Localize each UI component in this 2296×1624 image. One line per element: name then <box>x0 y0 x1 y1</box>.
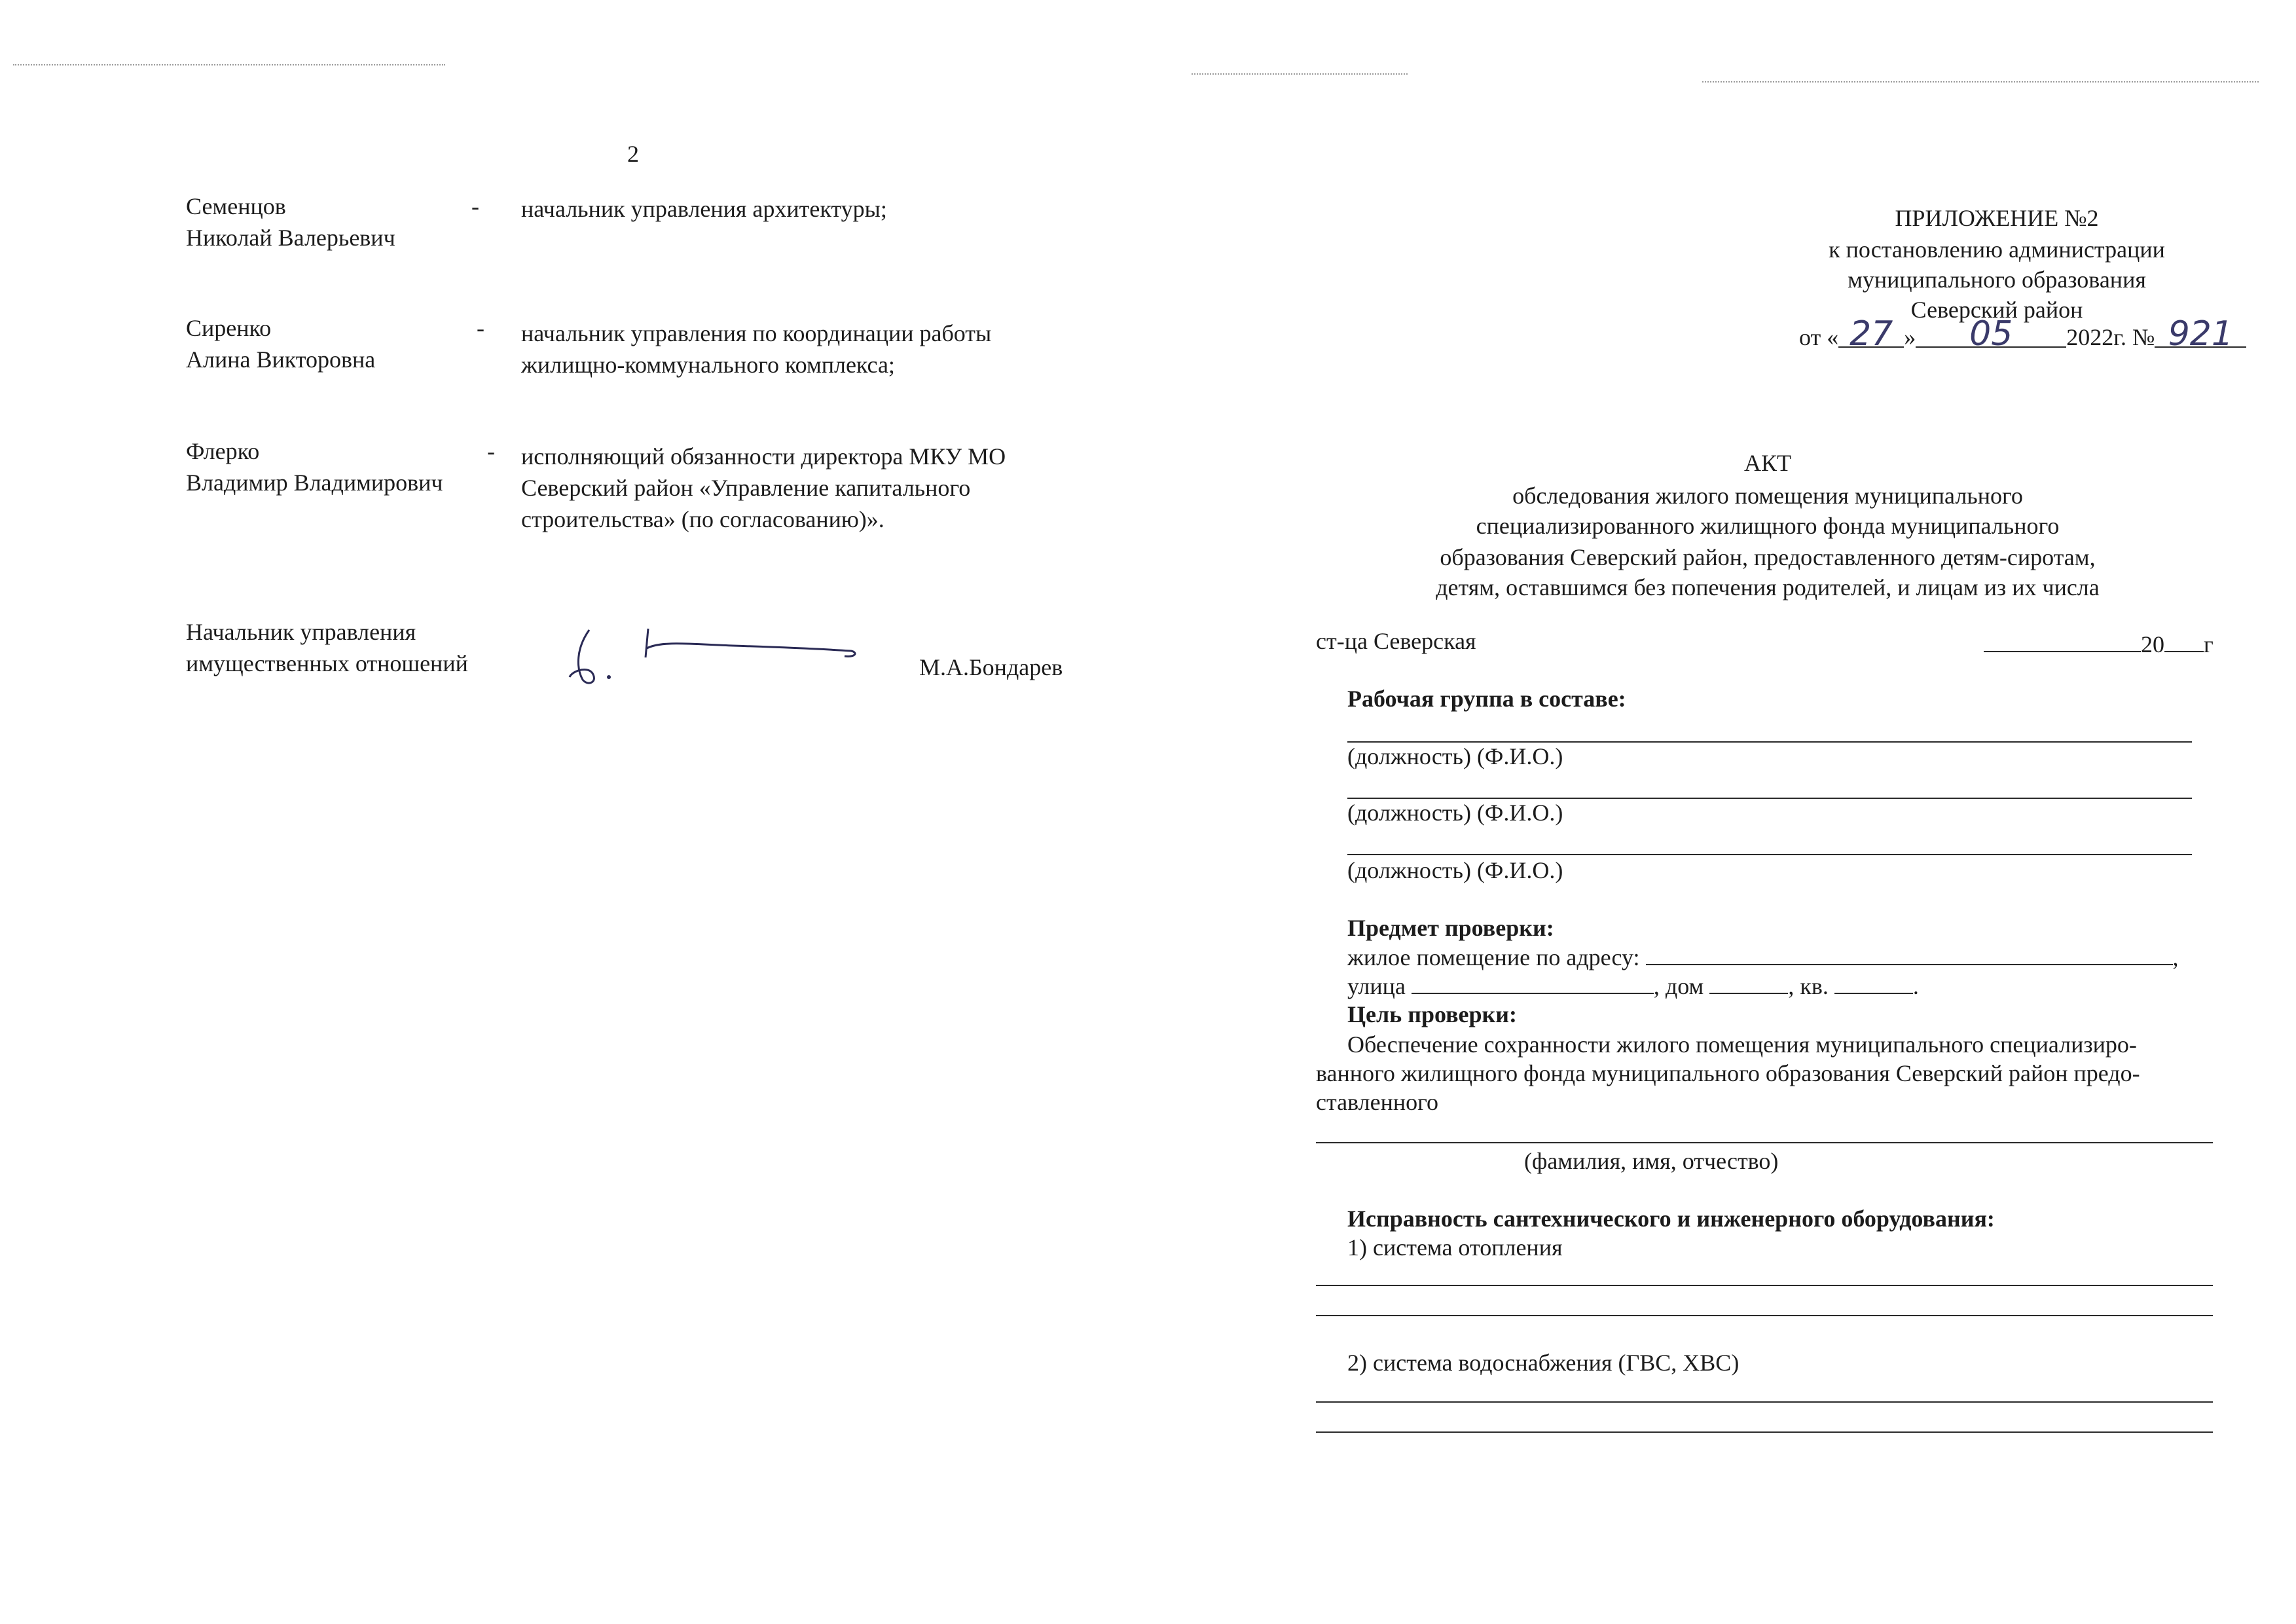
member-role: исполняющий обязанности директора МКУ МО <box>521 443 1006 470</box>
act-subtitle: детям, оставшимся без попечения родителей, и лицам из их числа <box>1436 574 2100 600</box>
goal-text: ванного жилищного фонда муниципального образования Северский район предо- <box>1316 1060 2140 1086</box>
fill-line <box>1316 1401 2213 1403</box>
member-given-name: Николай Валерьевич <box>186 225 395 251</box>
position-fio-label: (должность) (Ф.И.О.) <box>1347 857 1563 883</box>
street-label: улица <box>1347 973 1406 999</box>
handwritten-day: 27 <box>1838 324 1904 348</box>
street-line: улица , дом , кв. . <box>1347 970 1919 1001</box>
handwritten-month: 05 <box>1916 324 2066 348</box>
address-line: жилое помещение по адресу: , <box>1347 942 2179 972</box>
member-role: начальник управления по координации работы <box>521 320 992 346</box>
scan-artifact-line <box>1702 81 2259 83</box>
member-dash: - <box>471 193 479 219</box>
subject-heading: Предмет проверки: <box>1347 915 1554 941</box>
place-label: ст-ца Северская <box>1316 628 1476 654</box>
fill-line <box>1316 1315 2213 1316</box>
year-suffix: г <box>2204 631 2214 657</box>
equipment-heading: Исправность сантехнического и инженерного оборудования: <box>1347 1206 1995 1232</box>
equipment-item: 1) система отопления <box>1347 1234 1563 1261</box>
member-role: строительства» (по согласованию)». <box>521 506 884 532</box>
signatory-position: имущественных отношений <box>186 650 468 676</box>
fio-caption: (фамилия, имя, отчество) <box>1524 1148 1779 1174</box>
member-surname: Сиренко <box>186 315 272 341</box>
position-fio-label: (должность) (Ф.И.О.) <box>1347 800 1563 826</box>
position-fio-label: (должность) (Ф.И.О.) <box>1347 743 1563 769</box>
working-group-heading: Рабочая группа в составе: <box>1347 686 1626 712</box>
fill-line <box>1316 1285 2213 1286</box>
goal-heading: Цель проверки: <box>1347 1001 1517 1027</box>
date-prefix: от « <box>1799 324 1839 350</box>
flat-label: , кв. <box>1788 973 1829 999</box>
goal-text: ставленного <box>1316 1089 1438 1115</box>
act-subtitle: образования Северский район, предоставленного детям-сиротам, <box>1440 544 2096 570</box>
act-subtitle: обследования жилого помещения муниципального <box>1512 483 2023 509</box>
appendix-date-line <box>1799 314 2246 354</box>
goal-text: Обеспечение сохранности жилого помещения муниципального специализиро- <box>1347 1031 2137 1058</box>
member-role: начальник управления архитектуры; <box>521 196 887 222</box>
handwritten-number: 921 <box>2155 324 2246 348</box>
member-role: жилищно-коммунального комплекса; <box>521 352 895 378</box>
page-number: 2 <box>627 141 639 167</box>
member-role: Северский район «Управление капитального <box>521 475 971 501</box>
appendix-line: Северский район <box>1910 297 2083 323</box>
signature-image <box>563 622 871 688</box>
member-surname: Семенцов <box>186 193 286 219</box>
fill-line <box>1316 1431 2213 1433</box>
year-text: 2022г. № <box>2066 324 2155 350</box>
act-subtitle: специализированного жилищного фонда муниципального <box>1476 513 2060 539</box>
scan-artifact-line <box>1192 73 1408 75</box>
equipment-item: 2) система водоснабжения (ГВС, ХВС) <box>1347 1350 1740 1376</box>
member-given-name: Алина Викторовна <box>186 346 376 373</box>
appendix-title: ПРИЛОЖЕНИЕ №2 <box>1895 205 2099 231</box>
member-dash: - <box>477 315 484 341</box>
date-blank <box>1984 629 2214 659</box>
member-surname: Флерко <box>186 438 260 464</box>
address-label: жилое помещение по адресу: <box>1347 944 1640 970</box>
signatory-name: М.А.Бондарев <box>919 654 1063 680</box>
appendix-line: муниципального образования <box>1848 267 2146 293</box>
member-dash: - <box>487 438 495 464</box>
member-given-name: Владимир Владимирович <box>186 470 443 496</box>
year-prefix: 20 <box>2141 631 2164 657</box>
date-mid: » <box>1904 324 1916 350</box>
fill-line <box>1316 1142 2213 1143</box>
act-title: АКТ <box>1744 450 1791 476</box>
scan-artifact-line <box>13 64 445 65</box>
house-label: , дом <box>1653 973 1704 999</box>
appendix-line: к постановлению администрации <box>1829 236 2165 263</box>
signatory-position: Начальник управления <box>186 619 416 645</box>
